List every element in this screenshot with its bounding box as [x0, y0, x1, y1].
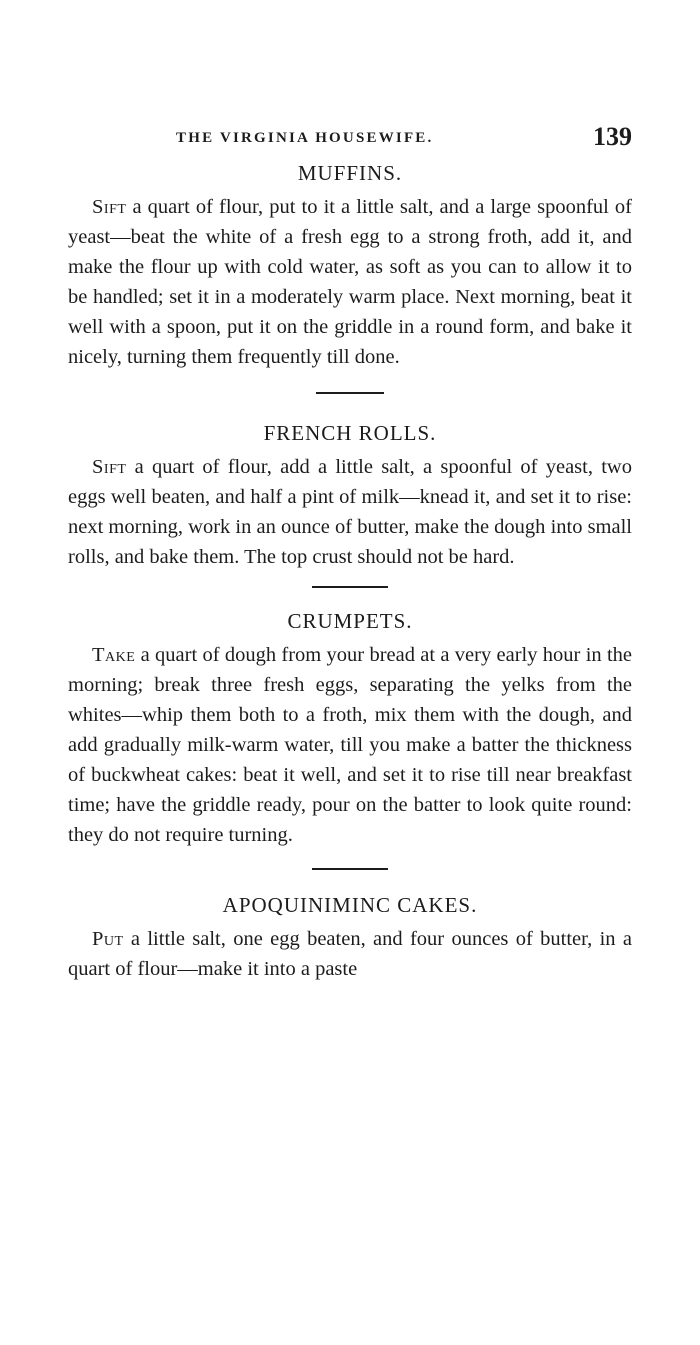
page-number: 139: [593, 122, 632, 151]
running-title: THE VIRGINIA HOUSEWIFE.: [176, 130, 434, 146]
section-divider: [316, 392, 384, 394]
section-divider: [312, 868, 388, 870]
recipe-apoquiniminc-cakes: [68, 890, 632, 984]
recipe-body-text: a quart of flour, put to it a little salt, and a large spoonful of yeast—beat the white of a fresh egg to a strong froth, add it, and make the flour up with cold water, as soft as you can to allow it to be handled; set it in a moderately warm place. Next morning, beat it well with a spoon, put it on the griddle in a round form, and bake it nicely, turning them frequently till done.: [68, 196, 632, 368]
recipe-title: FRENCH ROLLS.: [263, 421, 437, 445]
book-page: [68, 118, 632, 984]
running-header: [68, 118, 632, 158]
recipe-body-text: a little salt, one egg beaten, and four ounces of butter, in a quart of flour—make it into a paste: [68, 927, 632, 980]
recipe-lead-word: Take: [92, 644, 136, 666]
recipe-text: [68, 192, 632, 372]
recipe-title: CRUMPETS.: [287, 609, 413, 633]
recipe-body-text: a quart of dough from your bread at a very early hour in the morning; break three fresh eggs, separating the yelks from the whites—whip them both to a froth, mix them with the dough, and add gradually milk-warm water, till you make a batter the thickness of buckwheat cakes: beat it well, and set it to rise till near breakfast time; have the griddle ready, pour on the batter to look quite round: they do not require turning.: [68, 644, 632, 846]
recipe-lead-word: Put: [92, 927, 124, 950]
recipe-lead-word: Sift: [92, 196, 127, 218]
recipe-title: MUFFINS.: [297, 161, 403, 185]
section-divider: [312, 586, 388, 588]
recipe-text: [68, 924, 632, 984]
recipe-body-text: a quart of flour, add a little salt, a spoonful of yeast, two eggs well beaten, and half a pint of milk—knead it, and set it to rise: next morning, work in an ounce of butter, make the dough into small rolls, and bake them. The top crust should not be hard.: [68, 456, 632, 568]
recipe-title: APOQUINIMINC CAKES.: [222, 892, 478, 917]
recipe-crumpets: [68, 606, 632, 850]
recipe-text: [68, 452, 632, 572]
recipe-muffins: [68, 158, 632, 372]
recipe-french-rolls: [68, 418, 632, 572]
recipe-lead-word: Sift: [92, 456, 127, 478]
recipe-text: [68, 640, 632, 850]
